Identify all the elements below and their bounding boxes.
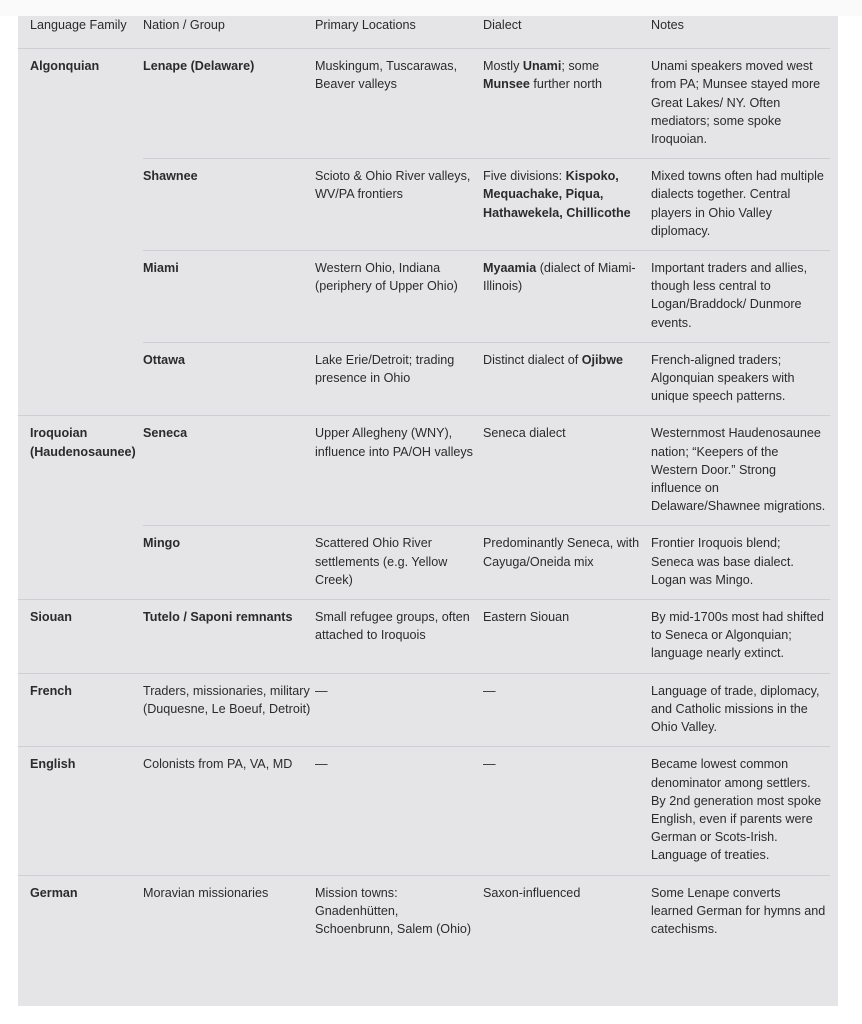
cell-notes: Became lowest common denominator among settlers. By 2nd generation most spoke English, even if parents were German or Scots-Irish. Language of treaties. bbox=[651, 757, 822, 863]
cell-language-family: French bbox=[30, 683, 72, 698]
cell-language-family bbox=[18, 159, 143, 251]
table-row bbox=[18, 875, 830, 948]
cell-dialect bbox=[483, 875, 651, 948]
cell-notes: Westernmost Haudenosaunee nation; “Keepers of the Western Door.” Strong influence on Delaware/Shawnee migrations. bbox=[651, 426, 826, 514]
cell-nation-group: Mingo bbox=[143, 536, 181, 551]
cell-language-family: Iroquoian (Haudenosaunee) bbox=[30, 426, 136, 459]
cell-primary-locations: Small refugee groups, often attached to Iroquois bbox=[315, 610, 470, 643]
header-language-family: Language Family bbox=[30, 18, 127, 32]
table-row bbox=[18, 526, 830, 600]
dialect-text: Kispoko, Mequachake, Piqua, Hathawekela, Chillicothe bbox=[483, 169, 631, 220]
cell-notes: Unami speakers moved west from PA; Munsee stayed more Great Lakes/ NY. Often mediators; some spoke Iroquoian. bbox=[651, 59, 821, 147]
cell-dialect bbox=[483, 600, 651, 674]
cell-nation-group: Moravian missionaries bbox=[143, 885, 269, 900]
dialect-text: Ojibwe bbox=[581, 352, 623, 367]
table-header-row bbox=[18, 16, 830, 49]
dialect-text: ; some bbox=[561, 59, 600, 74]
dialect-text: further north bbox=[529, 77, 602, 92]
dialect-text: — bbox=[483, 757, 496, 772]
dialect-text: Myaamia bbox=[483, 261, 537, 276]
cell-dialect bbox=[483, 416, 651, 526]
table-row bbox=[18, 600, 830, 674]
cell-nation-group: Shawnee bbox=[143, 169, 198, 184]
cell-nation-group: Tutelo / Saponi remnants bbox=[143, 610, 293, 625]
cell-notes: Mixed towns often had multiple dialects together. Central players in Ohio Valley diplomacy. bbox=[651, 169, 824, 238]
cell-notes: By mid-1700s most had shifted to Seneca or Algonquian; language nearly extinct. bbox=[651, 610, 824, 661]
dialect-text: Predominantly Seneca, with Cayuga/Oneida mix bbox=[483, 536, 640, 569]
dialect-text: Five divisions: bbox=[483, 169, 566, 184]
dialect-text: Mostly bbox=[483, 59, 523, 74]
cell-primary-locations: — bbox=[315, 683, 328, 698]
language-table bbox=[18, 16, 830, 948]
dialect-text: — bbox=[483, 683, 496, 698]
dialect-text: (dialect of Miami-Illinois) bbox=[483, 261, 636, 294]
dialect-text: Saxon-influenced bbox=[483, 885, 581, 900]
cell-nation-group: Traders, missionaries, military (Duquesne, Le Boeuf, Detroit) bbox=[143, 683, 311, 716]
cell-language-family: Algonquian bbox=[30, 59, 100, 74]
cell-language-family bbox=[18, 342, 143, 416]
cell-dialect bbox=[483, 159, 651, 251]
dialect-text: Seneca dialect bbox=[483, 426, 566, 441]
dialect-text: Eastern Siouan bbox=[483, 610, 570, 625]
cell-language-family: English bbox=[30, 757, 76, 772]
cell-notes: French-aligned traders; Algonquian speakers with unique speech patterns. bbox=[651, 352, 795, 404]
header-primary-locations: Primary Locations bbox=[315, 18, 416, 32]
header-dialect: Dialect bbox=[483, 18, 522, 32]
top-strip bbox=[0, 0, 862, 16]
table-row bbox=[18, 747, 830, 875]
table-row bbox=[18, 673, 830, 747]
table-row bbox=[18, 251, 830, 343]
cell-dialect bbox=[483, 673, 651, 747]
dialect-text: Munsee bbox=[483, 77, 530, 92]
cell-dialect bbox=[483, 526, 651, 600]
cell-dialect bbox=[483, 747, 651, 875]
cell-language-family bbox=[18, 251, 143, 343]
cell-primary-locations: Mission towns: Gnadenhütten, Schoenbrunn, Salem (Ohio) bbox=[315, 885, 472, 936]
cell-language-family: German bbox=[30, 885, 78, 900]
cell-dialect bbox=[483, 251, 651, 343]
header-nation-group: Nation / Group bbox=[143, 18, 225, 32]
dialect-text: Distinct dialect of bbox=[483, 352, 582, 367]
table-row bbox=[18, 49, 830, 159]
cell-nation-group: Seneca bbox=[143, 426, 188, 441]
cell-nation-group: Lenape (Delaware) bbox=[143, 59, 255, 74]
dialect-text: Unami bbox=[522, 59, 562, 74]
cell-notes: Some Lenape converts learned German for hymns and catechisms. bbox=[651, 885, 826, 936]
table-row bbox=[18, 159, 830, 251]
cell-primary-locations: Muskingum, Tuscarawas, Beaver valleys bbox=[315, 59, 458, 92]
cell-primary-locations: Scioto & Ohio River valleys, WV/PA frontiers bbox=[315, 169, 471, 202]
cell-nation-group: Miami bbox=[143, 261, 179, 276]
table-row bbox=[18, 342, 830, 416]
cell-nation-group: Colonists from PA, VA, MD bbox=[143, 757, 293, 772]
cell-dialect bbox=[483, 49, 651, 159]
header-notes: Notes bbox=[651, 18, 684, 32]
cell-notes: Important traders and allies, though less central to Logan/Braddock/ Dunmore events. bbox=[651, 261, 808, 330]
cell-language-family: Siouan bbox=[30, 610, 72, 625]
cell-notes: Frontier Iroquois blend; Seneca was base dialect. Logan was Mingo. bbox=[651, 536, 794, 587]
cell-dialect bbox=[483, 342, 651, 416]
language-table-panel bbox=[18, 16, 838, 1006]
cell-language-family bbox=[18, 526, 143, 600]
cell-notes: Language of trade, diplomacy, and Catholic missions in the Ohio Valley. bbox=[651, 683, 820, 735]
cell-primary-locations: Western Ohio, Indiana (periphery of Upper Ohio) bbox=[315, 261, 458, 294]
cell-primary-locations: Scattered Ohio River settlements (e.g. Yellow Creek) bbox=[315, 536, 448, 587]
cell-primary-locations: Upper Allegheny (WNY), influence into PA/OH valleys bbox=[315, 426, 473, 459]
cell-nation-group: Ottawa bbox=[143, 352, 185, 367]
cell-primary-locations: — bbox=[315, 757, 328, 772]
cell-primary-locations: Lake Erie/Detroit; trading presence in Ohio bbox=[315, 352, 455, 386]
table-body bbox=[18, 49, 830, 948]
table-row bbox=[18, 416, 830, 526]
